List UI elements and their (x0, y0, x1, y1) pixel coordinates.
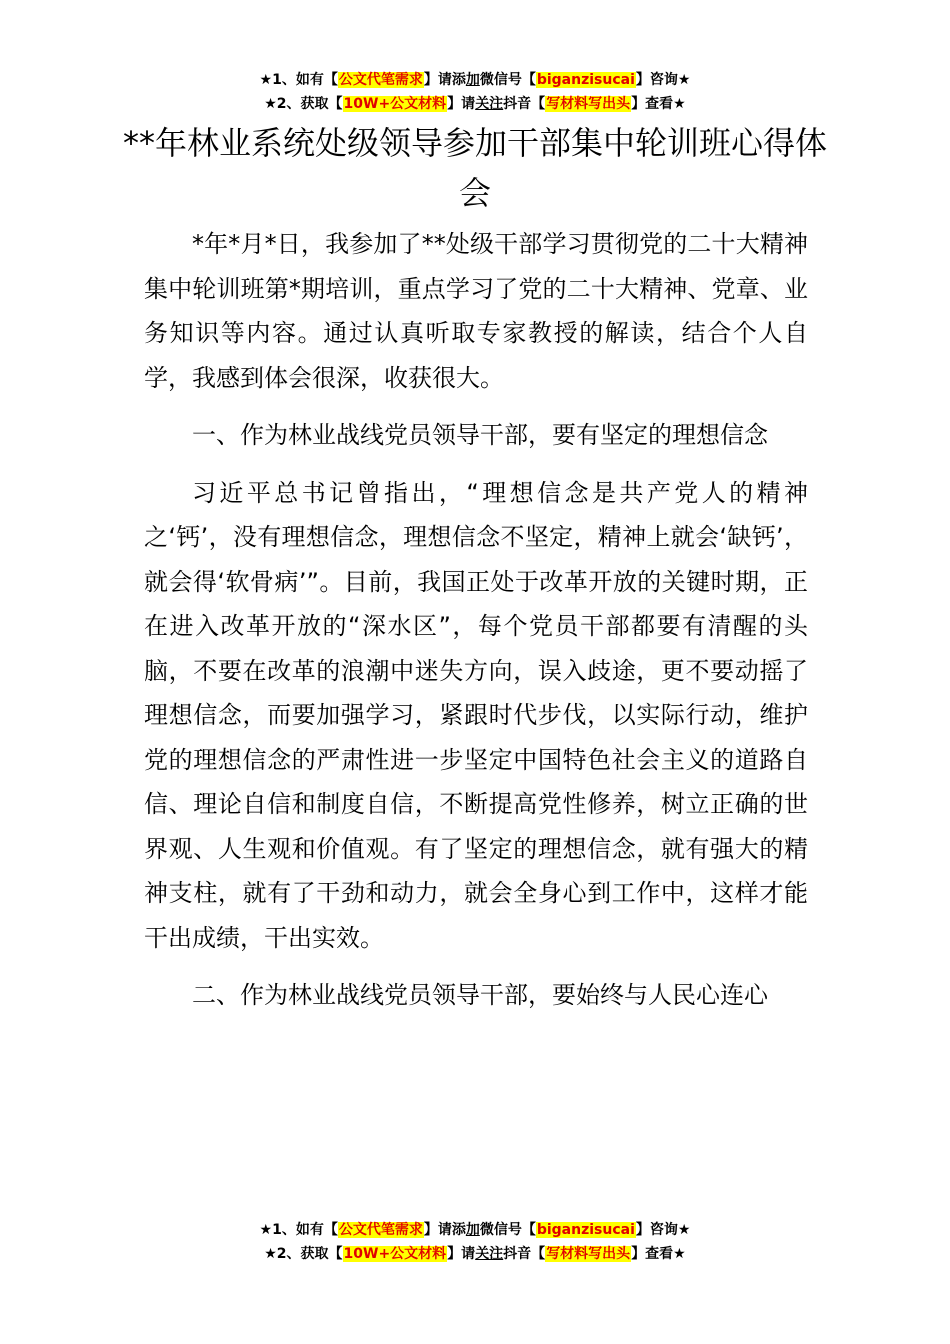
section-heading-2: 二、作为林业战线党员领导干部，要始终与人民心连心 (192, 981, 768, 1009)
promo-line-2: ★2、获取【10W+公文材料】请关注抖音【写材料写出头】查看★ (264, 1246, 686, 1262)
promo-highlight-materials: 10W+公文材料 (343, 96, 447, 112)
promo-line-1: ★1、如有【公文代笔需求】请添加微信号【biganzisucai】咨询★ (259, 1222, 691, 1238)
paragraph-section-1: 习近平总书记曾指出，“理想信念是共产党人的精神之‘钙’，没有理想信念，理想信念不坚定，精神上就会‘缺钙’，就会得‘软骨病’”。目前，我国正处于改革开放的关键时期，正在进入改革开放的“深水区”，每个党员干部都要有清醒的头脑，不要在改革的浪潮中迷失方向，误入歧途，更不要动摇了理想信念，而要加强学习，紧跟时代步伐，以实际行动，维护党的理想信念的严肃性进一步坚定中国特色社会主义的道路自信、理论自信和制度自信，不断提高党性修养，树立正确的世界观、人生观和价值观。有了坚定的理想信念，就有强大的精神支柱，就有了干劲和动力，就会全身心到工作中，这样才能干出成绩，干出实效。 (144, 478, 808, 952)
promo-highlight-wechat-id: biganzisucai (536, 1222, 635, 1238)
header-promo-banner (0, 68, 950, 116)
promo-line-2: ★2、获取【10W+公文材料】请关注抖音【写材料写出头】查看★ (264, 96, 686, 112)
promo-highlight-douyin: 写材料写出头 (546, 96, 631, 112)
footer-promo-banner (0, 1218, 950, 1266)
promo-highlight-wechat-id: biganzisucai (536, 72, 635, 88)
promo-highlight-douyin: 写材料写出头 (546, 1246, 631, 1262)
section-heading-1: 一、作为林业战线党员领导干部，要有坚定的理想信念 (192, 421, 768, 449)
document-title: **年林业系统处级领导参加干部集中轮训班心得体会 (122, 124, 827, 212)
paragraph-intro: *年*月*日，我参加了**处级干部学习贯彻党的二十大精神集中轮训班第*期培训，重点学习了党的二十大精神、党章、业务知识等内容。通过认真听取专家教授的解读，结合个人自学，我感到体会很深，收获很大。 (144, 230, 808, 392)
promo-highlight-service: 公文代笔需求 (338, 72, 423, 88)
promo-highlight-materials: 10W+公文材料 (343, 1246, 447, 1262)
promo-line-1: ★1、如有【公文代笔需求】请添加微信号【biganzisucai】咨询★ (259, 72, 691, 88)
promo-highlight-service: 公文代笔需求 (338, 1222, 423, 1238)
document-body (144, 222, 808, 1031)
